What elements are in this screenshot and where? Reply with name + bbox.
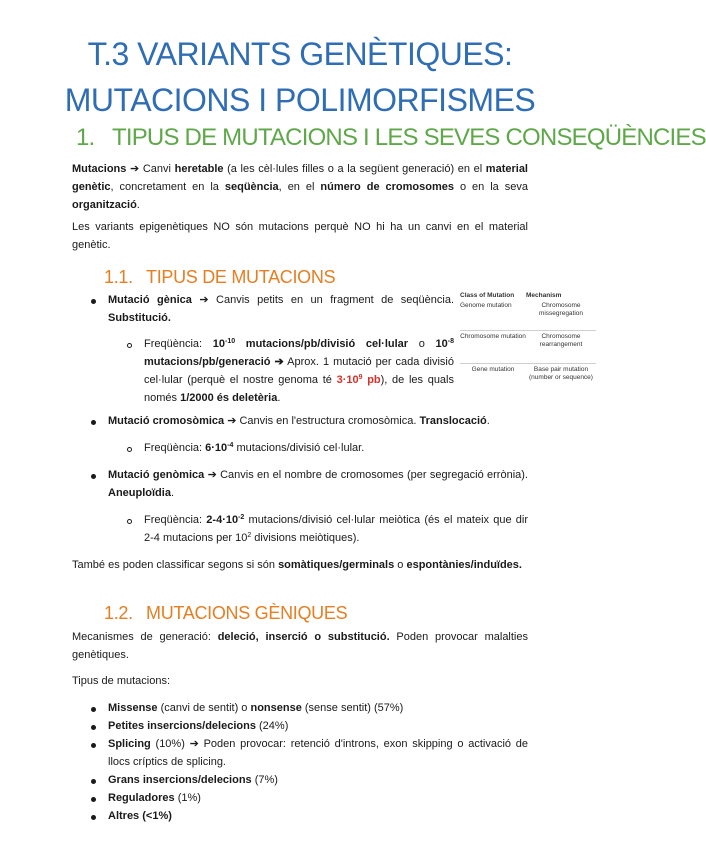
freq-exponent: -2: [238, 514, 245, 521]
bullet-icon: [91, 815, 96, 820]
section-1-1-number: 1.1.: [104, 267, 133, 287]
deleterious-ratio: 1/2000 és deletèria: [180, 392, 278, 404]
classify-bold-1: somàtiques/germinals: [278, 559, 395, 571]
mutation-definition: [72, 160, 528, 214]
regulatory-text: (1%): [174, 792, 201, 804]
bullet-icon: [91, 707, 96, 712]
splicing-text: (10%) ➔ Poden provocar: retenció d'introns, exon skipping o activació de llocs críptics de splicing.: [108, 738, 528, 768]
def-bold-2: material genètic: [72, 163, 528, 193]
classify-text-2: o: [394, 559, 407, 571]
arrow-icon: ➔: [199, 294, 209, 306]
missense-label: Missense: [108, 702, 158, 714]
table-row: [460, 302, 596, 330]
table-cell: Chromosome rearrangement: [539, 333, 583, 348]
freq-base: 10: [212, 338, 226, 350]
freq-prefix: Freqüència:: [144, 514, 207, 526]
def-bold-4: número de cromosomes: [320, 181, 454, 193]
table-cell: Chromosome missegregation: [538, 302, 584, 317]
def-text-6: .: [136, 199, 140, 211]
freq-exponent-2: -8: [447, 338, 454, 345]
def-text-2: (a les cèl·lules filles o a la següent generació) en el: [223, 163, 486, 175]
freq-explanation-2: ), de les quals només: [144, 374, 454, 404]
gene-mutation-type: Substitució: [108, 312, 168, 324]
freq-text-2: divisions meiòtiques).: [251, 532, 360, 544]
gene-mutation-end: .: [167, 312, 171, 324]
freq-base: 6·10: [205, 442, 228, 454]
freq-base: 2-4·10: [206, 514, 239, 526]
other-label: Altres (<1%): [108, 810, 172, 822]
sub-bullet-icon: [127, 519, 132, 524]
def-text-5: o en la seva: [454, 181, 528, 193]
section-1-2-number: 1.2.: [104, 603, 133, 623]
freq-explanation: Aprox. 1 mutació per cada divisió cel·lular (perquè el nostre genoma té: [144, 356, 454, 386]
freq-exponent: -10: [225, 338, 236, 345]
freq-end: .: [277, 392, 281, 404]
table-cell: Base pair mutation (number or sequence): [529, 366, 593, 381]
table-header: [460, 292, 596, 302]
arrow-icon: ➔: [274, 356, 284, 368]
table-cell: Gene mutation: [471, 366, 515, 373]
arrow-icon: ➔: [207, 469, 217, 481]
bullet-icon: [91, 779, 96, 784]
mech-bold: deleció, inserció o substitució.: [217, 631, 390, 643]
freq-text: mutacions/divisió cel·lular meiòtica (és el mateix que dir 2-4 mutacions per 10: [144, 514, 528, 544]
chromosomic-end: .: [486, 415, 490, 427]
document-title-line2: MUTACIONS I POLIMORFISMES: [64, 82, 536, 118]
table-row: [460, 330, 596, 363]
list-item-large-indels: [108, 771, 528, 789]
chromosomic-type: Translocació: [419, 415, 487, 427]
section-1-2-title: MUTACIONS GÈNIQUES: [146, 603, 348, 623]
freq-exponent-2: 2: [247, 532, 252, 539]
classify-bold-2: espontànies/induïdes.: [406, 559, 522, 571]
genome-size-base: 3·10: [336, 374, 359, 386]
table-row: [460, 363, 596, 396]
def-text-1: Canvi: [139, 163, 175, 175]
freq-base-2: 10: [435, 338, 448, 350]
classify-text-1: També es poden classificar segons si són: [72, 559, 279, 571]
def-term: Mutacions: [72, 163, 127, 175]
list-item-regulatory: [108, 789, 528, 807]
nonsense-label: nonsense: [250, 702, 302, 714]
small-indels-label: Petites insercions/delecions: [108, 720, 256, 732]
section-1-title: TIPUS DE MUTACIONS I LES SEVES CONSEQÜÈNCIES: [112, 124, 706, 151]
def-bold-3: seqüència: [224, 181, 279, 193]
list-item-missense: [108, 699, 528, 717]
table-header-class: Class of Mutation: [460, 292, 515, 299]
epigenetic-note: Les variants epigenètiques NO són mutacions perquè NO hi ha un canvi en el material genètic.: [72, 221, 528, 251]
def-bold-5: organització: [72, 199, 137, 211]
missense-text: (canvi de sentit) o: [157, 702, 251, 714]
gene-mutation-frequency: [144, 335, 454, 407]
freq-or: o: [408, 338, 436, 350]
list-item-other: [108, 807, 528, 825]
bullet-icon: [91, 474, 96, 479]
arrow-icon: ➔: [130, 163, 140, 175]
genome-size-unit: pb: [362, 374, 381, 386]
genomic-text: Canvis en el nombre de cromosomes (per segregació errònia).: [216, 469, 528, 481]
chromosomic-text: Canvis en l'estructura cromosòmica.: [236, 415, 420, 427]
list-item-small-indels: [108, 717, 528, 735]
bullet-icon: [91, 725, 96, 730]
chromosomic-frequency: [144, 439, 528, 457]
bullet-icon: [91, 743, 96, 748]
genome-size-exponent: 9: [358, 374, 363, 381]
gene-mutation-text: Canvis petits en un fragment de seqüència.: [208, 294, 454, 306]
table-cell: Genome mutation: [460, 302, 512, 309]
regulatory-label: Reguladores: [108, 792, 175, 804]
table-cell: Chromosome mutation: [460, 333, 526, 340]
genomic-end: .: [170, 487, 175, 499]
gene-mutation-label: Mutació gènica: [108, 294, 192, 306]
bullet-icon: [91, 299, 96, 304]
arrow-icon: ➔: [227, 415, 237, 427]
def-bold-1: heretable: [174, 163, 224, 175]
nonsense-text: (sense sentit) (57%): [301, 702, 404, 714]
genomic-label: Mutació genòmica: [108, 469, 205, 481]
def-text-3: , concretament en la: [110, 181, 225, 193]
classification-note: [72, 556, 528, 574]
section-1-heading: [76, 126, 706, 150]
genomic-mutation-item: [108, 466, 528, 502]
chromosomic-label: Mutació cromosòmica: [108, 415, 225, 427]
large-indels-text: (7%): [251, 774, 278, 786]
small-indels-text: (24%): [255, 720, 289, 732]
generation-mechanisms: [72, 628, 528, 664]
large-indels-label: Grans insercions/delecions: [108, 774, 252, 786]
freq-unit: mutacions/pb/divisió cel·lular: [235, 338, 409, 350]
sub-bullet-icon: [127, 447, 132, 452]
section-1-2-heading: [104, 604, 347, 622]
table-header-mechanism: Mechanism: [526, 292, 562, 299]
section-1-1-title: TIPUS DE MUTACIONS: [146, 267, 336, 287]
mutation-types-label: Tipus de mutacions:: [72, 675, 171, 687]
freq-unit-2: mutacions/pb/generació: [144, 356, 271, 368]
gene-mutation-item: [108, 291, 454, 327]
genomic-type: Aneuploïdia: [108, 487, 171, 499]
section-1-1-heading: [104, 268, 335, 286]
freq-prefix: Freqüència:: [144, 442, 206, 454]
mech-text-2: Poden provocar malalties genètiques.: [72, 631, 528, 661]
freq-unit: mutacions/divisió cel·lular.: [233, 442, 365, 454]
splicing-label: Splicing: [108, 738, 151, 750]
sub-bullet-icon: [127, 343, 132, 348]
genomic-frequency: [144, 511, 528, 547]
freq-exponent: -4: [227, 442, 234, 449]
def-text-4: , en el: [278, 181, 321, 193]
list-item-splicing: [108, 735, 528, 771]
freq-prefix: Freqüència:: [144, 338, 213, 350]
bullet-icon: [91, 420, 96, 425]
section-1-number: 1.: [76, 124, 95, 151]
document-title-line1: T.3 VARIANTS GENÈTIQUES:: [87, 36, 513, 72]
mutation-class-table: [460, 292, 596, 396]
mech-text-1: Mecanismes de generació:: [72, 631, 218, 643]
chromosomic-mutation-item: [108, 412, 528, 430]
bullet-icon: [91, 797, 96, 802]
